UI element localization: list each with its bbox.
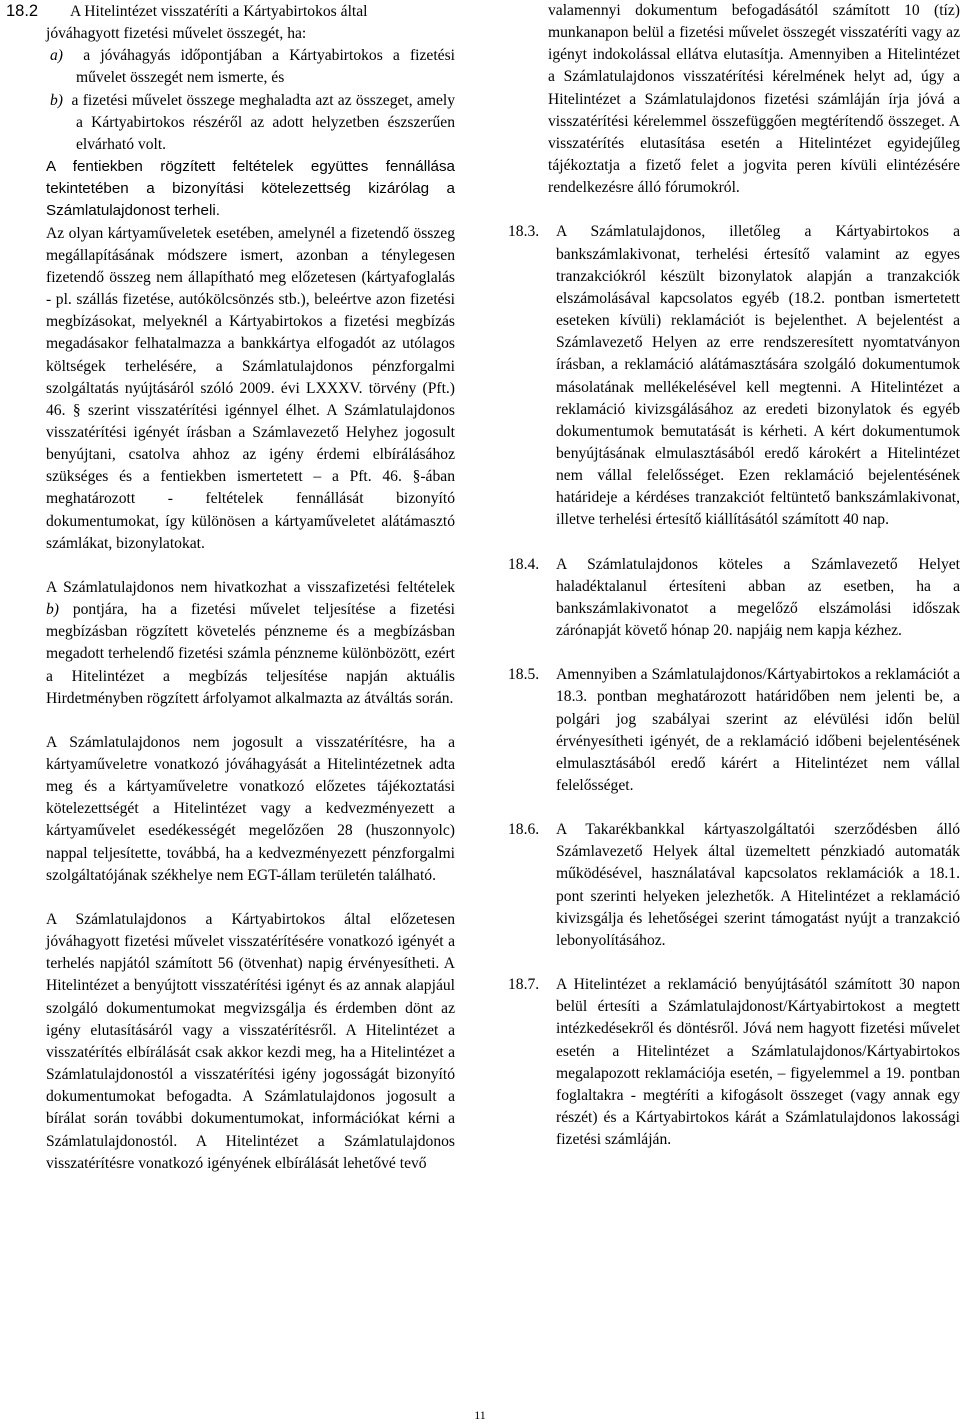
section-18-4: [508, 554, 960, 643]
section-18-2-line2: jóváhagyott fizetési művelet összegét, ha:: [46, 25, 307, 43]
section-number: 18.2: [6, 2, 39, 20]
right-column: [508, 0, 960, 1151]
section-number: 18.6.: [508, 821, 540, 839]
section-text: A Számlatulajdonos, illetőleg a Kártyabirtokos a bankszámlakivonat, terhelési értesítő valamint az egyes tranzakciókról készült bizonylatok alapján a tranzakciók elszámolásával kapcsolatos egyéb (18.2. pontban ismertetett eseteken kívüli) reklamációt is bejelenthet. A bejelentést a Számlavezető Helyen az erre rendszeresített nyomtatványon írásban, a reklamáció alátámasztására szolgáló dokumentumok másolatának mellékelésével kell megtenni. A Hitelintézet a reklamáció kivizsgálásához az eredeti bizonylatok és egyéb dokumentumok bemutatását is kérheti. A kért dokumentumok benyújtásának elmulasztásából eredő károkért a Hitelintézet nem vállal felelősséget. Ezen reklamáció bejelentésének határideje a kérdéses tranzakciót feltüntető bankszámlakivonat, illetve terhelési értesítő kiállításától számított 40 nap.: [556, 223, 960, 529]
paragraph-continuation: valamennyi dokumentum befogadásától számított 10 (tíz) munkanapon belül a fizetési művelet összegét visszatéríti vagy az igényt indokolással ellátva elutasítja. Amennyiben a Hitelintézet a Számlatulajdonos visszatérítési kérelmének helyt ad, úgy a Hitelintézet a Számlatulajdonos fizetési számláján írja jóvá a visszatérítési kérelemmel összefüggően megtérítendő összeget. A visszatérítés elutasítása esetén a Hitelintézet egyidejűleg tájékoztatja a fizető felet a jogvita peren kívüli elintézésére rendelkezésre álló fórumokról.: [548, 2, 960, 197]
section-number: 18.7.: [508, 976, 540, 994]
section-18-6: [508, 819, 960, 952]
section-text: Amennyiben a Számlatulajdonos/Kártyabirtokos a reklamációt a 18.3. pontban meghatározott határidőben nem jelenti be, a polgári jog szabályai szerint az elévülési időn belül érvényesítheti igényét, de a reklamáció időbeni bejelentésének elmulasztásából eredő kárért a Hitelintézet nem vállal felelősséget.: [556, 666, 960, 794]
section-18-5: [508, 664, 960, 797]
section-lead-text: A Hitelintézet visszatéríti a Kártyabirtokos által: [70, 3, 368, 20]
list-item-a: [6, 45, 455, 89]
section-number: 18.5.: [508, 666, 540, 684]
paragraph-exchange-rate: A Számlatulajdonos nem hivatkozhat a visszafizetési feltételek b) pontjára, ha a fizetési művelet teljesítése a fizetési megbízásban rögzített követelés pénzneme és a megbízásban megadott terhelendő fizetési számla pénzneme különbözött, ezért a Hitelintézet a megbízás teljesítése napján aktuális Hirdetményben rögzített árfolyamot alkalmazta az átváltás során.: [46, 578, 455, 707]
section-text: A Számlatulajdonos köteles a Számlavezető Helyet haladéktalanul értesíteni abban az esetben, ha a bankszámlakivonatot a megelőző elszámolási időszak zárónapját követő hónap 20. napjáig nem kapja kézhez.: [556, 555, 960, 640]
paragraph-egt: A Számlatulajdonos nem jogosult a visszatérítésre, ha a kártyaműveletre vonatkozó jóváhagyását a Hitelintézetnek adta meg és a kártyaműveletre vonatkozó előzetes tájékoztatási kötelezettségét a Hitelintézet vagy a kedvezményezett a kártyaművelet esedékességét megelőzően 28 (huszonnyolc) nappal teljesítette, továbbá, ha a kedvezményezett pénzforgalmi szolgáltatójának székhelye nem EGT-állam területén található.: [46, 733, 455, 884]
list-item-a-text: a jóváhagyás időpontjában a Kártyabirtokos a fizetési művelet összegét nem ismerte, és: [76, 47, 455, 87]
section-text: A Takarékbankkal kártyaszolgáltatói szerződésben álló Számlavezető Helyek által üzemeltett pénzkiadó automaták működésével, használatával kapcsolatos reklamációk a 18.1. pont szerinti helyeken jelezhetők. A Hitelintézet a reklamáció kivizsgálja és lehetőségei szerint támogatást nyújt a tranzakció lebonyolításához.: [556, 821, 960, 949]
list-item-b: [6, 90, 455, 156]
list-marker-b: b): [50, 91, 63, 109]
section-text: A Hitelintézet a reklamáció benyújtásától számított 30 napon belül értesíti a Számlatulajdonost/Kártyabirtokost a megtett intézkedésekről és döntésről. Jóvá nem hagyott fizetési művelet esetén a Hitelintézet a Számlatulajdonos/Kártyabirtokos megalapozott reklamációja esetén, – figyelemmel a 19. pontban foglaltakra - megtéríti a kifogásolt összeget (vagy annak egy részét) és a Kártyabirtokos kárát a Számlatulajdonos lakossági fizetési számláján.: [556, 976, 960, 1149]
paragraph-conditions: A fentiekben rögzített feltételek együttes fennállása tekintetében a bizonyítási kötelezettség kizárólag a Számlatulajdonost terheli.: [46, 158, 455, 220]
list-marker-a: a): [50, 47, 63, 65]
section-18-7: [508, 974, 960, 1151]
section-number: 18.3.: [508, 223, 540, 241]
section-number: 18.4.: [508, 555, 540, 573]
paragraph-56-days: A Számlatulajdonos a Kártyabirtokos által előzetesen jóváhagyott fizetési művelet visszatérítésére vonatkozó igényét a terhelés napjától számított 56 (ötvenhat) napig érvényesítheti. A Hitelintézet a benyújtott visszatérítési igényt és az annak alapjául szolgáló dokumentumokat megvizsgálja és érdemben dönt az igény elutasításáról vagy a visszatérítésről. A Hitelintézet a visszatérítés elbírálását csak akkor kezdi meg, ha a Hitelintézet a Számlatulajdonostól a visszatérítési igény jogosságát bizonyító dokumentumokat befogadta. A Számlatulajdonos jogosult a bírálat során további dokumentumokat, információkat kérni a Számlatulajdonostól. A Hitelintézet a Számlatulajdonos visszatérítésre vonatkozó igényének elbírálását lehetővé tevő: [46, 910, 455, 1172]
paragraph-card-operations: Az olyan kártyaműveletek esetében, amelynél a fizetendő összeg megállapításának módszere ismert, azonban a ténylegesen fizetendő összeg nem állapítható meg előzetesen (kártyafoglalás - pl. szállás fizetése, autókölcsönzés stb.), beleértve azon fizetési megbízásokat, melyeknél a Kártyabirtokos a fizetési megbízás megadásakor felhatalmazza a bankkártya elfogadót az utólagos költségek terhelésére, a Számlatulajdonos pénzforgalmi szolgáltatás nyújtásáról szóló 2009. évi LXXXV. törvény (Pft.) 46. § szerint visszatérítési igénnyel élhet. A Számlatulajdonos visszatérítési igényét írásban a Számlavezető Helyhez jogosult benyújtani, csatolva ahhoz az igény érdemi elbírálásához szükséges és a fentiekben ismertetett – a Pft. 46. §-ában meghatározott - feltételek fennállását bizonyító dokumentumokat, így különösen a kártyaműveletet alátámasztó számlákat, bizonylatokat.: [46, 224, 455, 552]
left-column: [6, 0, 455, 1175]
page-number: 11: [474, 1408, 486, 1422]
section-18-2-heading: [6, 0, 455, 23]
section-18-3: [508, 221, 960, 531]
list-item-b-text: a fizetési művelet összege meghaladta azt az összeget, amely a Kártyabirtokos részéről az adott helyzetben észszerűen elvárható volt.: [71, 91, 456, 153]
